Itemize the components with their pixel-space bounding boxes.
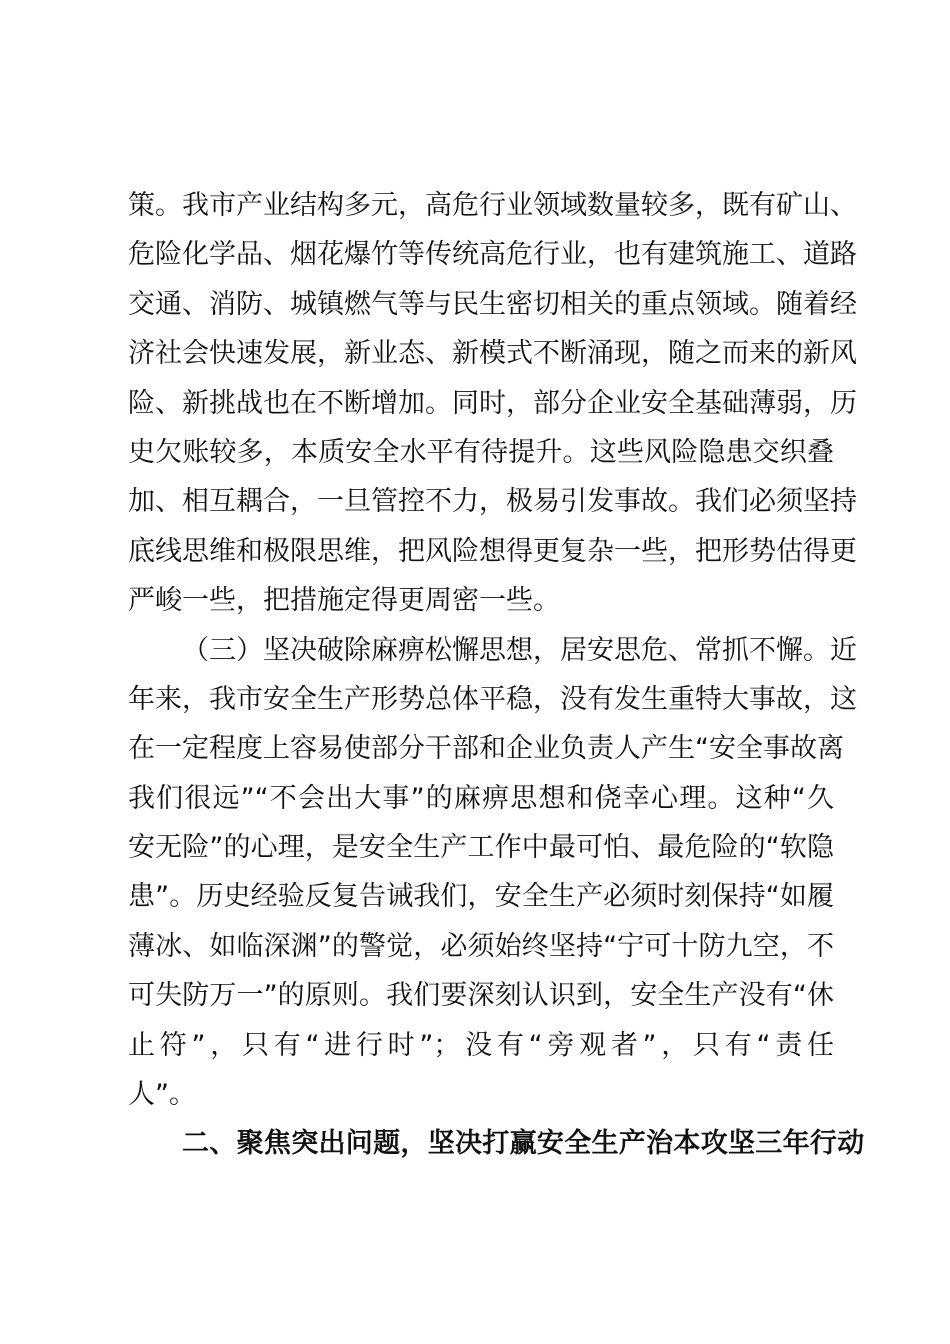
text-line: 险、新挑战也在不断增加。同时，部分企业安全基础薄弱，历 (128, 387, 857, 419)
text-line: 止符”，只有“进行时”；没有“旁观者”，只有“责任 (128, 1029, 834, 1061)
text-line: 史欠账较多，本质安全水平有待提升。这些风险隐患交织叠 (128, 436, 834, 468)
text-line: 加、相互耦合，一旦管控不力，极易引发事故。我们必须坚持 (128, 486, 857, 518)
text-line: 危险化学品、烟花爆竹等传统高危行业，也有建筑施工、道路 (128, 239, 857, 271)
text-line: （三）坚决破除麻痹松懈思想，居安思危、常抓不懈。近 (182, 634, 857, 666)
section-heading-two (128, 1119, 865, 1168)
text-line: 策。我市产业结构多元，高危行业领域数量较多，既有矿山、 (128, 190, 857, 221)
heading-line: 二、聚焦突出问题，坚决打赢安全生产治本攻坚三年行动 (182, 1128, 865, 1160)
document-body (128, 181, 865, 1169)
paragraph-section-three (128, 626, 857, 1120)
paragraph-risk-analysis (128, 181, 857, 626)
text-line: 可失防万一”的原则。我们要深刻认识到，安全生产没有“休 (128, 980, 834, 1012)
text-line: 底线思维和极限思维，把风险想得更复杂一些，把形势估得更 (128, 535, 857, 567)
text-line: 安无险”的心理，是安全生产工作中最可怕、最危险的“软隐 (128, 832, 834, 864)
text-line: 人”。 (128, 1079, 196, 1111)
text-line: 在一定程度上容易使部分干部和企业负责人产生“安全事故离 (128, 733, 844, 765)
text-line: 我们很远”“不会出大事”的麻痹思想和侥幸心理。这种“久 (128, 782, 834, 814)
text-line: 薄冰、如临深渊”的警觉，必须始终坚持“宁可十防九空，不 (128, 930, 834, 962)
text-line: 患”。历史经验反复告诫我们，安全生产必须时刻保持“如履 (128, 881, 834, 913)
text-line: 济社会快速发展，新业态、新模式不断涌现，随之而来的新风 (128, 338, 857, 370)
text-line: 年来，我市安全生产形势总体平稳，没有发生重特大事故，这 (128, 683, 857, 715)
text-line: 交通、消防、城镇燃气等与民生密切相关的重点领域。随着经 (128, 288, 857, 320)
text-line: 严峻一些，把措施定得更周密一些。 (128, 585, 560, 617)
